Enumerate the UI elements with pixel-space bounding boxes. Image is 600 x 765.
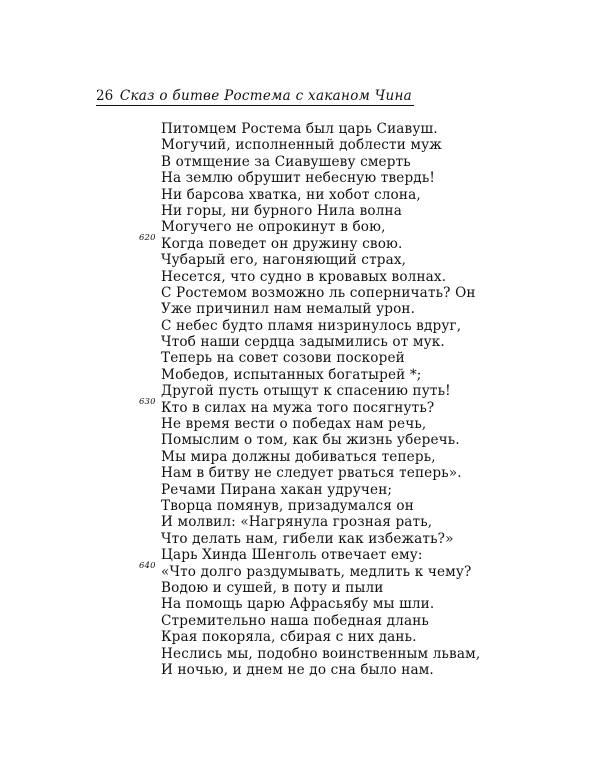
header-rule [96,105,414,106]
line-text: Стремительно наша победная длань [161,612,429,629]
line-text: И молвил: «Нагрянула грозная рать, [161,514,433,531]
poem-line [161,645,481,662]
poem-line [161,629,461,645]
line-text: Питомцем Ростема был царь Сиавуш. [161,121,438,137]
poem-line [161,301,461,317]
poem-line [161,432,461,448]
line-text: Теперь на совет созови поскорей [161,350,405,367]
line-text: Кто в силах на мужа того посягнуть? [161,399,435,416]
poem-line [161,514,461,530]
line-number: 620 [139,232,156,243]
page-header [96,88,412,104]
poem-line [161,334,461,350]
line-text: Речами Пирана хакан удручен; [161,481,393,498]
line-text: Царь Хинда Шенголь отвечает ему: [161,547,423,564]
poem-line [161,416,461,432]
line-number: 640 [139,560,156,571]
line-text: Неслись мы, подобно воинственным львам, [161,645,481,662]
poem-line [161,284,476,301]
line-text: Мобедов, испытанных богатырей *; [161,366,422,383]
poem-line [161,367,461,383]
line-text: На землю обрушит небесную твердь! [161,170,435,187]
poem-line [161,465,461,481]
line-text: Уже причинил нам немалый урон. [161,301,416,318]
line-text: Что делать нам, гибели как избежать?» [161,530,454,547]
poem-line [161,219,461,235]
poem-line [139,560,472,580]
poem-line [161,154,461,170]
line-text: Несется, что судно в кровавых волнах. [161,268,447,285]
poem-line [161,482,461,498]
poem-line [161,662,461,678]
line-number: 630 [139,396,156,407]
poem-line [161,547,461,563]
line-text: Помыслим о том, как бы жизнь уберечь. [161,432,460,449]
line-text: В отмщение за Сиавушеву смерть [161,153,411,170]
poem-line [161,170,461,186]
line-text: Водою и сушей, в поту и пыли [161,579,384,596]
poem-line [161,580,461,596]
line-text: Могучий, исполненный доблести муж [161,137,442,154]
poem-line [161,350,461,366]
line-text: Другой пусть отыщут к спасению путь! [161,383,451,400]
line-text: На помощь царю Афрасьябу мы шли. [161,596,435,613]
line-text: Творца помянув, призадумался он [161,497,414,514]
line-text: Ни горы, ни бурного Нила волна [161,202,403,219]
running-title: Сказ о битве Ростема с хаканом Чина [119,88,412,104]
line-text: Нам в битву не следует рваться теперь». [161,465,462,482]
poem-line [161,498,461,514]
line-text: С небес будто пламя низринулось вдруг, [161,317,462,334]
poem-line [161,121,461,137]
line-text: «Что долго раздумывать, медлить к чему? [161,563,472,580]
poem-line [161,613,461,629]
poem-body [139,121,481,678]
poem-line [161,596,461,612]
poem-line [161,383,461,399]
poem-line [161,269,461,285]
poem-line [161,187,461,203]
line-text: Не время вести о победах нам речь, [161,416,427,433]
line-text: Чтоб наши сердца задымились от мук. [161,334,445,351]
poem-line [139,396,461,416]
poem-line [161,531,461,547]
line-text: С Ростемом возможно ль соперничать? Он [161,284,476,301]
poem-line [161,137,461,153]
poem-line [161,252,461,268]
poem-line [161,449,461,465]
page-number: 26 [96,88,114,104]
poem-line [161,318,461,334]
line-text: И ночью, и днем не до сна было нам. [161,661,434,678]
line-text: Края покоряла, сбирая с них дань. [161,629,417,646]
line-text: Ни барсова хватка, ни хобот слона, [161,186,421,203]
line-text: Когда поведет он дружину свою. [161,235,403,252]
line-text: Чубарый его, нагоняющий страх, [161,252,407,269]
line-text: Мы мира должны добиваться теперь, [161,448,436,465]
poem-line [139,232,461,252]
line-text: Могучего не опрокинут в бою, [161,219,386,236]
poem-line [161,203,461,219]
